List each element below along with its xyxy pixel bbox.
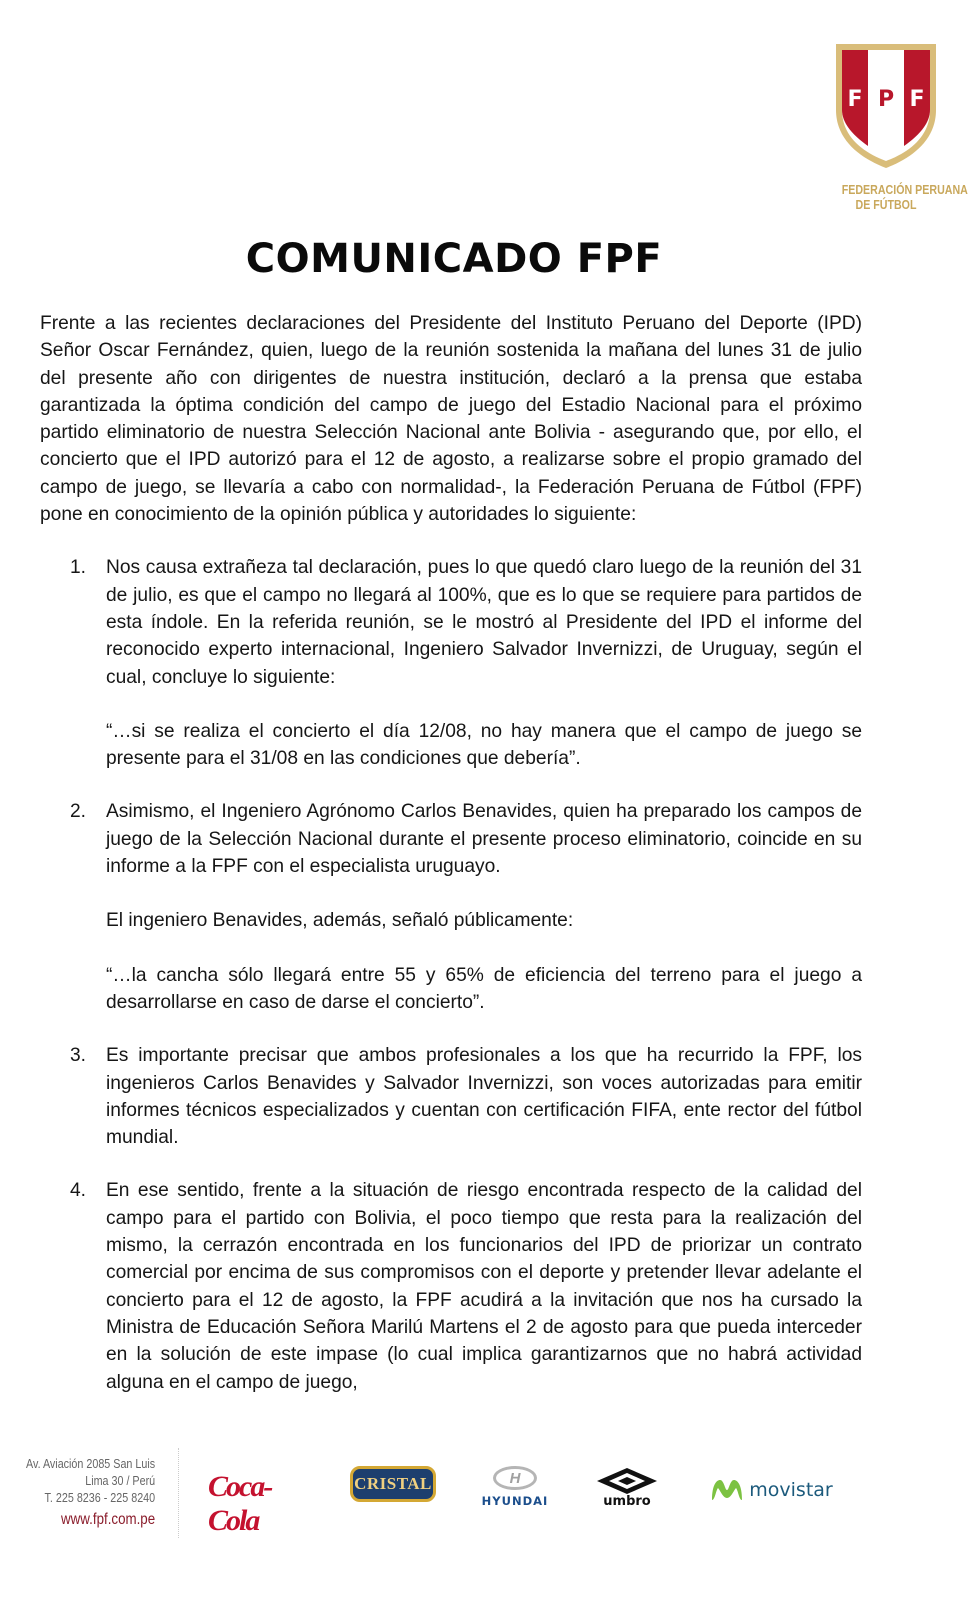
cristal-wordmark: CRISTAL [354, 1474, 432, 1493]
address-line2: Lima 30 / Perú [85, 1474, 155, 1488]
footer-address [26, 1456, 155, 1528]
svg-text:P: P [877, 87, 895, 112]
point-number: 2. [70, 801, 87, 823]
point-quote: “…si se realiza el concierto el día 12/08, no hay manera que el campo de juego se presente para el 31/08 en las condiciones que debería”. [106, 720, 862, 770]
logo-org-line2: DE FÚTBOL [855, 197, 917, 212]
document-body [40, 310, 862, 1422]
intro-paragraph: Frente a las recientes declaraciones del Presidente del Instituto Peruano del Deporte (IPD) Señor Oscar Fernández, quien, luego de la reunión sostenida la mañana del lunes 31 de julio del presente año con dirigentes de nuestra institución, declaró a la prensa que estaba garantizada la óptima condición del campo de juego del Estadio Nacional para el próximo partido eliminatorio de nuestra Selección Nacional ante Bolivia - asegurando que, por ello, el concierto que el IPD autorizó para el 12 de agosto, a realizarse sobre el propio gramado del campo de juego, se llevaría a cabo con normalidad-, la Federación Peruana de Fútbol (FPF) pone en conocimiento de la opinión pública y autoridades lo siguiente: [40, 313, 862, 526]
phone-number: T. 225 8236 - 225 8240 [44, 1491, 155, 1505]
sponsor-cristal-logo [350, 1466, 436, 1502]
point-item-3 [40, 1042, 862, 1151]
point-number: 1. [70, 557, 87, 579]
point-number: 3. [70, 1045, 87, 1067]
point-item-2 [40, 798, 862, 1016]
point-note: El ingeniero Benavides, además, señaló públicamente: [106, 910, 574, 932]
umbro-wordmark: umbro [603, 1494, 651, 1509]
fpf-shield-icon [832, 40, 940, 172]
address-line1: Av. Aviación 2085 San Luis [25, 1457, 155, 1471]
footer-divider [178, 1448, 179, 1538]
movistar-m-icon [709, 1476, 745, 1504]
points-list [40, 554, 862, 1395]
point-item-1 [40, 554, 862, 772]
point-text: Es importante precisar que ambos profesionales a los que ha recurrido la FPF, los ingenieros Carlos Benavides y Salvador Invernizzi, son voces autorizadas para emitir informes técnicos especializados y cuentan con certificación FIFA, ente rector del fútbol mundial. [106, 1045, 862, 1149]
hyundai-wordmark: HYUNDAI [481, 1494, 549, 1508]
footer [0, 1448, 980, 1558]
point-text: Nos causa extrañeza tal declaración, pues lo que quedó claro luego de la reunión del 31 de julio, es que el campo no llegará al 100%, que es lo que se requiere para partidos de esta índole. En la referida reunión, se le mostró al Presidente del IPD el informe del reconocido experto internacional, Ingeniero Salvador Invernizzi, de Uruguay, según el cual, concluye lo siguiente: [106, 557, 862, 688]
website-link[interactable]: www.fpf.com.pe [60, 1511, 155, 1528]
sponsor-coca-cola-logo [208, 1470, 308, 1538]
movistar-wordmark: movistar [749, 1479, 833, 1501]
sponsor-umbro-logo [592, 1466, 662, 1509]
point-text: Asimismo, el Ingeniero Agrónomo Carlos Benavides, quien ha preparado los campos de juego de la Selección Nacional durante el presente proceso eliminatorio, coincide en su informe a la FPF con el especialista uruguayo. [106, 801, 862, 878]
coca-cola-wordmark: Coca-Cola [208, 1470, 272, 1537]
point-text: En ese sentido, frente a la situación de riesgo encontrada respecto de la calidad del campo para el partido con Bolivia, el poco tiempo que resta para la realización del mismo, la cerrazón encontrada en los funcionarios del IPD de priorizar un contrato comercial por encima de sus compromisos con el deporte y pretender llevar adelante el concierto para el 12 de agosto, la FPF acudirá a la invitación que nos ha cursado la Ministra de Educación Señora Marilú Martens el 2 de agosto para que pueda interceder en la solución de este impase (lo cual implica garantizarnos que no habrá actividad alguna en el campo de juego, [106, 1180, 862, 1393]
page-title: COMUNICADO FPF [245, 236, 663, 282]
logo-org-name [841, 182, 968, 212]
point-quote: “…la cancha sólo llegará entre 55 y 65% de eficiencia del terreno para el juego a desarrollarse en caso de darse el concierto”. [106, 964, 862, 1013]
fpf-logo [832, 40, 968, 212]
sponsor-hyundai-logo [480, 1466, 550, 1508]
umbro-diamond-icon [595, 1466, 659, 1496]
logo-org-line1: FEDERACIÓN PERUANA [841, 182, 968, 197]
hyundai-emblem-icon: H [493, 1466, 537, 1490]
svg-text:F: F [847, 87, 863, 112]
svg-text:F: F [909, 87, 925, 112]
point-item-4 [40, 1177, 862, 1395]
point-number: 4. [70, 1180, 87, 1202]
sponsor-movistar-logo [706, 1476, 836, 1504]
